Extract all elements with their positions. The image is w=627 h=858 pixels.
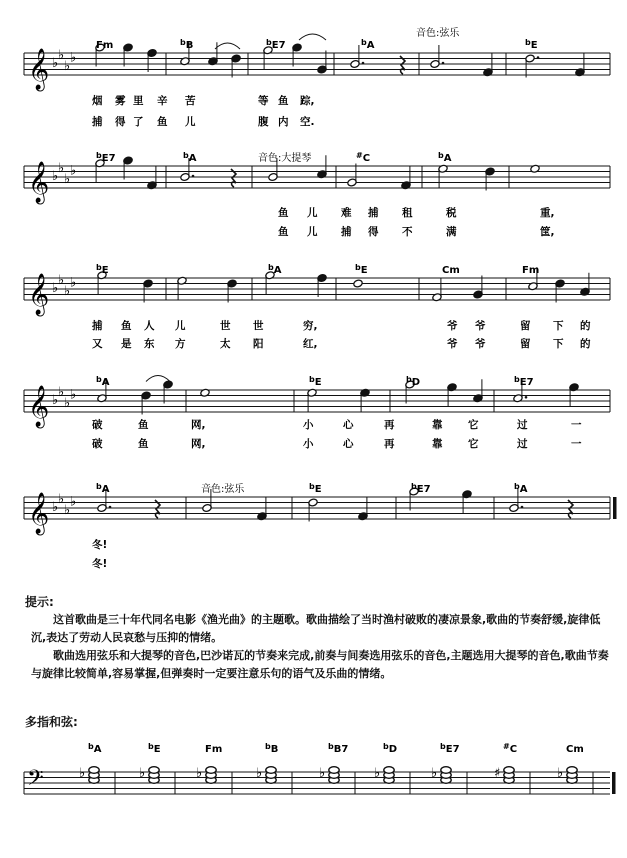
timbre-label: 音色:弦乐 [201,484,245,495]
chord-symbol: $^b$A [96,375,110,388]
lyric-syllable: 辛 [157,95,168,107]
key-signature-flat: ♭ [58,491,65,507]
score-row-5 [24,482,617,570]
multi-chord-label: $^b$E [148,742,161,755]
chord-symbol: $^b$A [268,263,282,276]
lyric-syllable: 雾 [115,95,126,107]
accidental: ♭ [319,766,326,781]
treble-clef-icon: 𝄞 [28,49,50,90]
note-dot [442,62,445,65]
lyric-syllable: 爷 [447,338,458,350]
lyric-syllable: 难 [341,207,352,219]
chord-symbol: #C [356,151,371,164]
lyric-syllable: 留 [520,338,531,350]
lyric-syllable: 再 [384,438,395,450]
lyric-syllable: 网, [191,419,206,431]
key-signature-flat: ♭ [64,283,71,299]
accidental: ♭ [196,766,203,781]
note [353,279,363,288]
tip-paragraph-1: 这首歌曲是三十年代同名电影《渔光曲》的主题歌。歌曲描绘了当时渔村破败的凄凉景象,歌曲的节奏舒缓,旋律低沉,表达了劳动人民哀愁与压抑的情绪。 [31,613,601,644]
lyric-syllable: 留 [520,320,531,332]
tip-paragraph-2: 歌曲选用弦乐和大提琴的音色,巴沙诺瓦的节奏来完成,前奏与间奏选用弦乐的音色,主题选用大提琴的音色,歌曲节奏与旋律比较简单,容易掌握,但弹奏时一定要注意乐句的语气及乐曲的情绪。 [31,649,609,680]
key-signature-flat: ♭ [64,58,71,74]
lyric-syllable: 心 [343,419,354,431]
timbre-label: 音色:大提琴 [258,153,312,164]
multi-chord-label: $^b$B [265,742,279,755]
lyric-syllable: 烟 [92,95,103,107]
final-barline [612,772,616,794]
lyric-syllable: 网, [191,438,206,450]
key-signature-flat: ♭ [64,502,71,518]
lyric-syllable: 鱼 [138,419,149,431]
lyric-syllable: 苦 [185,95,196,107]
lyric-syllable: 捕 [92,116,103,128]
lyric-syllable: 的 [580,338,591,350]
note-dot [109,506,112,509]
chord-notehead [89,767,99,774]
lyric-syllable: 捕 [341,226,352,238]
lyric-syllable: 世 [220,320,231,332]
lyric-syllable: 世 [253,320,264,332]
chord-symbol: $^b$E [309,482,322,495]
lyric-syllable: 鱼 [157,116,168,128]
lyric-syllable: 爷 [447,320,458,332]
lyric-syllable: 下 [553,338,564,350]
chord-symbol: Cm [442,265,460,276]
key-signature-flat: ♭ [70,494,77,510]
lyric-syllable: 空. [300,116,315,128]
chord-symbol: $^b$E7 [411,482,431,495]
lyric-syllable: 鱼 [278,226,289,238]
lyric-syllable: 税 [446,207,457,219]
lyric-syllable: 红, [303,338,318,350]
lyric-syllable: 靠 [432,438,443,450]
lyric-syllable: 再 [384,419,395,431]
key-signature-flat: ♭ [52,281,59,296]
treble-clef-icon: 𝄞 [28,274,50,315]
key-signature-flat: ♭ [58,160,65,176]
key-signature-flat: ♭ [64,395,71,411]
chord-symbol: $^b$A [438,151,452,164]
chord-symbol: $^b$E [309,375,322,388]
lyric-syllable: 一 [571,438,582,450]
lyric-syllable: 爷 [475,338,486,350]
lyric-syllable: 太 [220,338,231,350]
multi-chord-label: $^b$A [88,742,102,755]
key-signature-flat: ♭ [58,47,65,63]
note-dot [192,175,195,178]
lyric-syllable: 又 [92,338,103,350]
lyric-syllable: 儿 [175,320,186,332]
lyric-syllable: 冬! [92,558,108,570]
score-row-3 [24,263,610,350]
chord-symbol: $^b$A [514,482,528,495]
chord-notehead [567,767,577,774]
chord-notehead [504,767,514,774]
key-signature-flat: ♭ [70,387,77,403]
lyric-syllable: 鱼 [138,438,149,450]
key-signature-flat: ♭ [52,169,59,184]
lyric-syllable: 冬! [92,539,108,551]
lyric-syllable: 它 [468,419,479,431]
lyric-syllable: 踪, [300,95,315,107]
chord-symbol: Fm [96,40,114,51]
accidental: ♭ [79,766,86,781]
lyric-syllable: 东 [144,338,155,350]
tie [299,34,326,40]
lyric-syllable: 一 [571,419,582,431]
multi-chord-label: Fm [205,744,223,755]
multi-chord-title: 多指和弦: [25,715,78,729]
multi-chord-label: Cm [566,744,584,755]
chord-symbol: $^b$E [525,38,538,51]
lyric-syllable: 了 [133,116,144,128]
multi-chord-label: $^b$E7 [440,742,460,755]
lyric-syllable: 儿 [307,207,318,219]
lyric-syllable: 等 [258,95,269,107]
accidental: ♭ [256,766,263,781]
lyric-syllable: 的 [580,320,591,332]
timbre-label: 音色:弦乐 [416,28,460,39]
note-dot [525,396,528,399]
multi-chord-label: $^b$D [383,742,398,755]
chord-symbol: $^b$A [361,38,375,51]
lyric-syllable: 过 [517,419,528,431]
lyric-syllable: 人 [144,320,155,332]
lyric-syllable: 捕 [92,320,103,332]
chord-symbol: $^b$E [355,263,368,276]
multi-chord-staff [24,742,616,796]
tie [215,43,240,49]
lyric-syllable: 鱼 [278,95,289,107]
key-signature-flat: ♭ [58,384,65,400]
accidental: ♭ [557,766,564,781]
chord-notehead [149,767,159,774]
key-signature-flat: ♭ [70,163,77,179]
score-row-1 [24,26,610,128]
note-dot [362,62,365,65]
score-row-4 [24,375,610,450]
lyric-syllable: 靠 [432,419,443,431]
lyric-syllable: 穷, [303,320,318,332]
tie [146,376,170,382]
lyric-syllable: 方 [175,338,186,350]
lyric-syllable: 满 [446,226,457,238]
chord-symbol: Fm [522,265,540,276]
chord-symbol: $^b$E7 [266,38,286,51]
note-dot [537,56,540,59]
lyric-syllable: 得 [115,116,126,128]
key-signature-flat: ♭ [52,500,59,515]
key-signature-flat: ♭ [52,56,59,71]
lyric-syllable: 得 [368,226,379,238]
chord-notehead [206,767,216,774]
lyric-syllable: 是 [121,338,132,350]
lyric-syllable: 重, [540,207,555,219]
lyric-syllable: 内 [278,116,289,128]
final-barline-thick [613,497,617,519]
lyric-syllable: 阳 [253,338,264,350]
lyric-syllable: 小 [303,438,314,450]
chord-symbol: $^b$E7 [96,151,116,164]
accidental: ♭ [431,766,438,781]
note-dot [521,506,524,509]
lyric-syllable: 鱼 [121,320,132,332]
key-signature-flat: ♭ [70,50,77,66]
treble-clef-icon: 𝄞 [28,162,50,203]
lyric-syllable: 里 [133,95,144,107]
chord-notehead [384,767,394,774]
score-row-2 [24,151,610,238]
multi-chord-label: #C [503,742,518,755]
lyric-syllable: 不 [402,226,413,238]
key-signature-flat: ♭ [64,171,71,187]
lyric-syllable: 破 [92,438,103,450]
lyric-syllable: 小 [303,419,314,431]
treble-clef-icon: 𝄞 [28,386,50,427]
chord-notehead [329,767,339,774]
bass-clef-icon: 𝄢 [27,766,44,796]
key-signature-flat: ♭ [52,393,59,408]
lyric-syllable: 租 [402,207,413,219]
chord-symbol: $^b$A [96,482,110,495]
lyric-syllable: 下 [553,320,564,332]
key-signature-flat: ♭ [58,272,65,288]
key-signature-flat: ♭ [70,275,77,291]
accidental: ♯ [494,766,501,781]
chord-symbol: $^b$A [183,151,197,164]
accidental: ♭ [374,766,381,781]
chord-symbol: $^b$B [180,38,194,51]
lyric-syllable: 它 [468,438,479,450]
lyric-syllable: 儿 [185,116,196,128]
chord-symbol: $^b$E7 [514,375,534,388]
chord-symbol: $^b$D [406,375,421,388]
lyric-syllable: 过 [517,438,528,450]
chord-notehead [266,767,276,774]
lyric-syllable: 心 [343,438,354,450]
chord-symbol: $^b$E [96,263,109,276]
lyric-syllable: 破 [92,419,103,431]
multi-chord-label: $^b$B7 [328,742,349,755]
lyric-syllable: 筐, [540,226,555,238]
lyric-syllable: 捕 [368,207,379,219]
chord-notehead [441,767,451,774]
accidental: ♭ [139,766,146,781]
tip-title: 提示: [25,595,54,609]
lyric-syllable: 爷 [475,320,486,332]
lyric-syllable: 腹 [258,116,269,128]
lyric-syllable: 儿 [307,226,318,238]
lyric-syllable: 鱼 [278,207,289,219]
treble-clef-icon: 𝄞 [28,493,50,534]
